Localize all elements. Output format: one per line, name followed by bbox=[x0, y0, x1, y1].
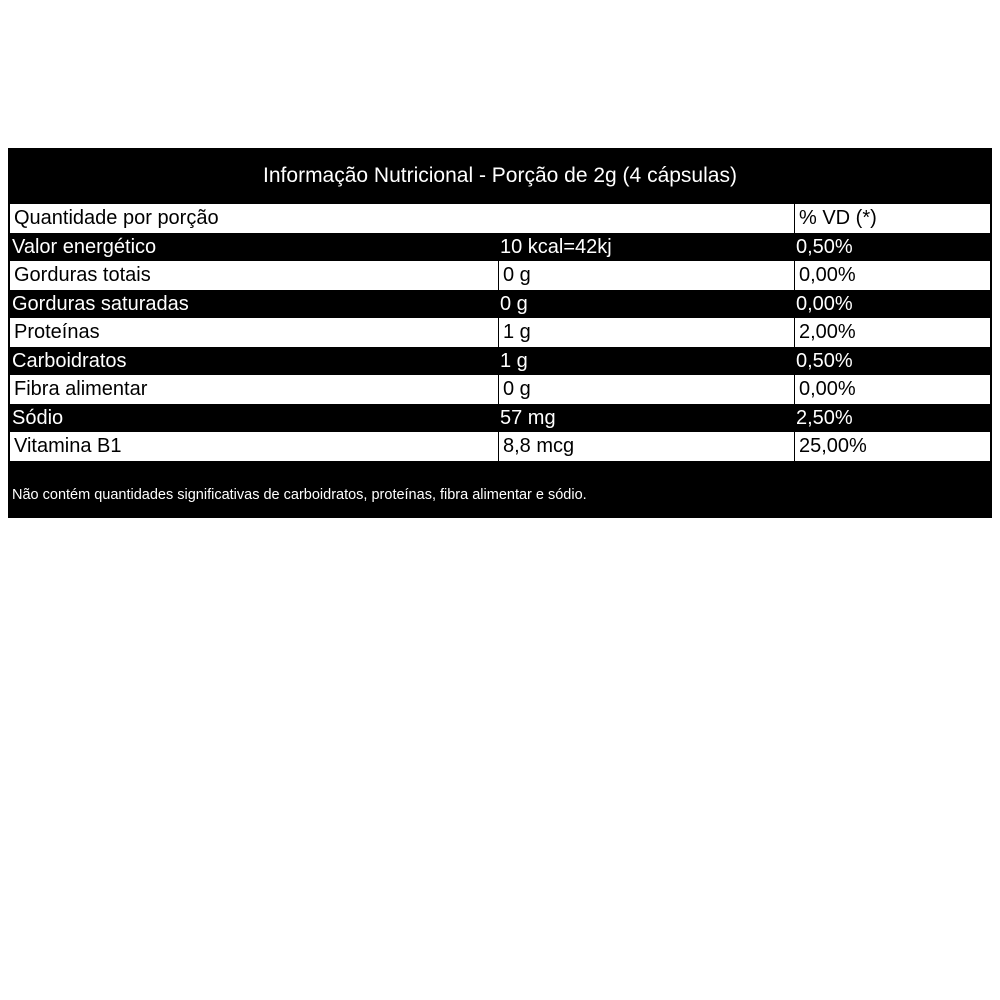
table-row bbox=[8, 290, 992, 319]
table-row bbox=[10, 261, 990, 290]
table-row bbox=[10, 375, 990, 404]
nutrient-amount: 0 g bbox=[498, 261, 794, 290]
nutrient-name: Valor energético bbox=[12, 235, 157, 258]
nutrient-vd: 0,00% bbox=[796, 292, 853, 315]
nutrient-vd: 25,00% bbox=[794, 432, 990, 461]
nutrient-vd: 0,00% bbox=[794, 261, 990, 290]
table-row bbox=[8, 404, 992, 433]
table-row bbox=[10, 318, 990, 347]
nutrient-vd: 0,50% bbox=[796, 349, 853, 372]
nutrient-name: Fibra alimentar bbox=[14, 378, 148, 400]
table-footnote: Não contém quantidades significativas de carboidratos, proteínas, fibra alimentar e sódio. bbox=[12, 486, 587, 503]
table-header-row bbox=[10, 204, 990, 233]
nutrient-amount: 8,8 mcg bbox=[498, 432, 794, 461]
nutrient-vd: 2,50% bbox=[796, 406, 853, 429]
nutrient-amount: 57 mg bbox=[500, 406, 556, 429]
nutrient-amount: 1 g bbox=[500, 349, 528, 372]
nutrition-facts-table bbox=[8, 148, 992, 518]
table-row bbox=[10, 432, 990, 461]
table-title: Informação Nutricional - Porção de 2g (4 cápsulas) bbox=[263, 164, 737, 187]
nutrient-vd: 2,00% bbox=[794, 318, 990, 347]
nutrient-name: Gorduras totais bbox=[14, 264, 151, 286]
nutrient-name: Vitamina B1 bbox=[14, 435, 122, 457]
nutrient-amount: 1 g bbox=[498, 318, 794, 347]
header-quantity-label: Quantidade por porção bbox=[14, 207, 219, 229]
nutrient-amount: 0 g bbox=[498, 375, 794, 404]
header-vd-label: % VD (*) bbox=[794, 204, 990, 233]
nutrient-name: Sódio bbox=[12, 406, 64, 429]
nutrient-vd: 0,00% bbox=[794, 375, 990, 404]
nutrient-name: Proteínas bbox=[14, 321, 100, 343]
nutrient-name: Carboidratos bbox=[12, 349, 127, 372]
nutrient-amount: 10 kcal=42kj bbox=[500, 235, 612, 258]
nutrient-amount: 0 g bbox=[500, 292, 528, 315]
table-row bbox=[8, 233, 992, 262]
nutrient-vd: 0,50% bbox=[796, 235, 853, 258]
nutrient-name: Gorduras saturadas bbox=[12, 292, 189, 315]
table-row bbox=[8, 347, 992, 376]
